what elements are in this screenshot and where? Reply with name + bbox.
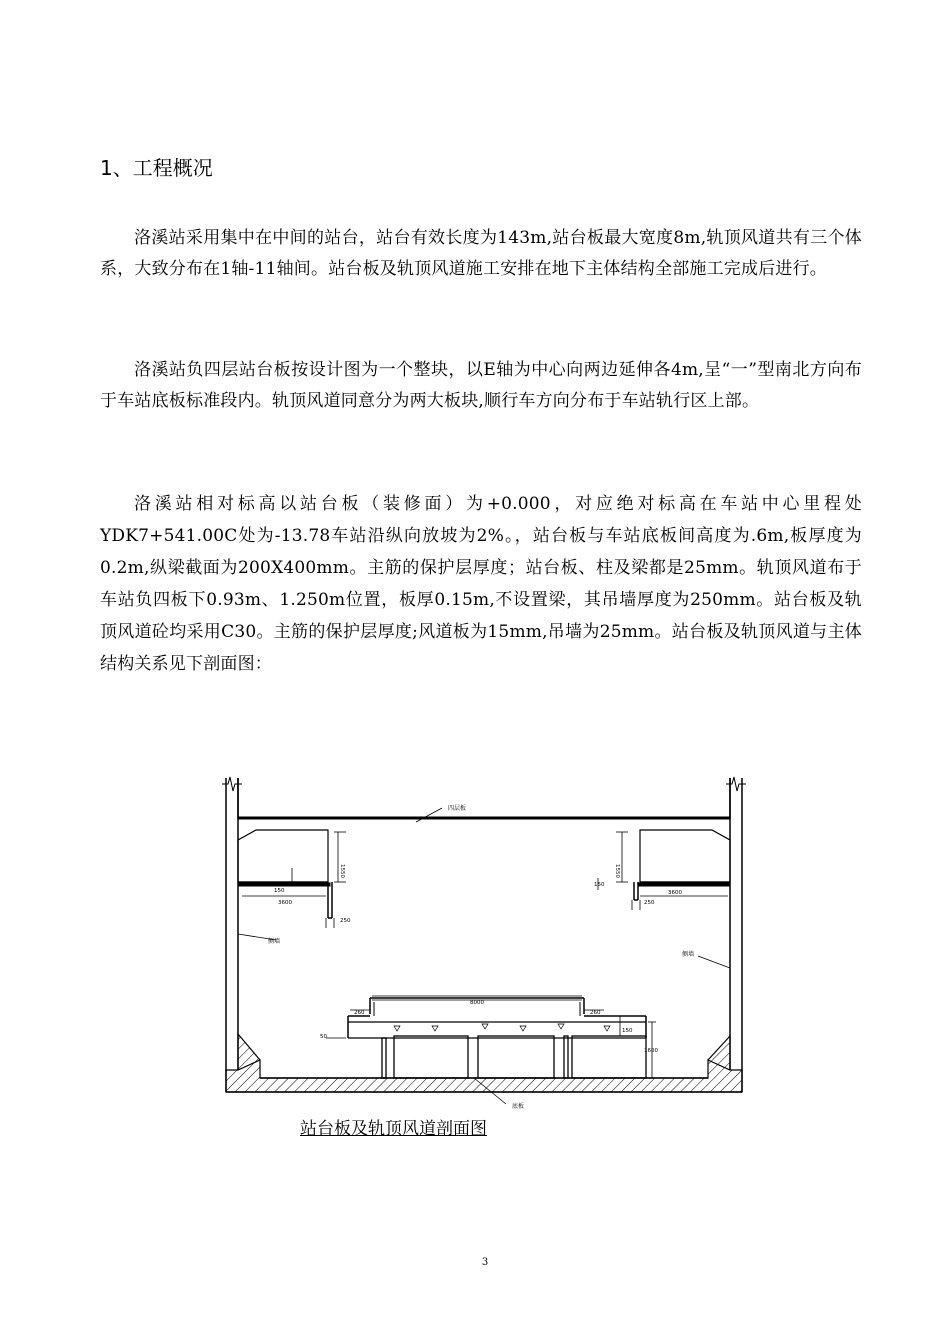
dim-3600-left: 3600 [278, 900, 292, 906]
duct-dimension-lines [242, 832, 728, 928]
concrete-marks [394, 1024, 610, 1031]
dim-250-right: 250 [644, 900, 655, 906]
dim-150-left: 150 [274, 888, 285, 894]
section-drawing [220, 770, 750, 1115]
dim-260-right: 260 [590, 1010, 601, 1016]
dim-3600-right: 3600 [668, 890, 682, 896]
outer-walls [226, 778, 742, 1092]
label-side-wall-right: 侧墙 [682, 951, 695, 958]
dim-1550-left: 1550 [339, 864, 345, 878]
platform-dimension-lines [326, 1000, 656, 1078]
air-duct-right [634, 882, 730, 900]
bottom-slab [226, 1034, 742, 1092]
page-number: 3 [481, 1257, 489, 1268]
break-symbol-right [726, 777, 746, 791]
label-side-wall-left: 侧墙 [268, 938, 281, 945]
haunch-left [238, 830, 328, 882]
dim-1600: 1600 [644, 1048, 658, 1054]
platform-slab [348, 996, 646, 1038]
dim-1550-right: 1550 [614, 864, 620, 878]
dim-150-right: 150 [594, 882, 605, 888]
dim-50: 50 [320, 1034, 327, 1040]
break-symbol-left [222, 777, 242, 791]
haunch-right [640, 830, 730, 882]
label-bottom-slab: 底板 [512, 1103, 525, 1110]
dim-150-platform: 150 [622, 1028, 633, 1034]
leader-lines [238, 808, 730, 1104]
dim-8000: 8000 [470, 1000, 484, 1006]
paragraph-platform-layout: 洛溪站负四层站台板按设计图为一个整块，以E轴为中心向两边延伸各4m,呈“一”型南北方向布于车站底板标准段内。轨顶风道同意分为两大板块,顺行车方向分布于车站轨行区上部。 [100, 360, 862, 411]
dim-250-left: 250 [340, 918, 351, 924]
platform-supports [382, 1036, 646, 1078]
label-top-slab: 四层板 [448, 805, 467, 812]
dim-260-left: 260 [354, 1010, 365, 1016]
top-slab [238, 778, 730, 818]
section-heading: 1、工程概况 [100, 156, 213, 180]
paragraph-elevations: 洛溪站相对标高以站台板（装修面）为+0.000，对应绝对标高在车站中心里程处YDK7+541.00C处为-13.78车站沿纵向放坡为2%。，站台板与车站底板间高度为.6m,板厚度为0.2m,纵梁截面为200X400mm。主筋的保护层厚度；站台板、柱及梁都是25mm。轨顶风道布于车站负四板下0.93m、1.250m位置，板厚0.15m,不设置梁，其吊墙厚度为250mm。站台板及轨顶风道砼均采用C30。主筋的保护层厚度;风道板为15mm,吊墙为25mm。站台板及轨顶风道与主体结构关系见下剖面图： [100, 494, 862, 674]
paragraph-overview: 洛溪站采用集中在中间的站台，站台有效长度为143m,站台板最大宽度8m,轨顶风道共有三个体系，大致分布在1轴-11轴间。站台板及轨顶风道施工安排在地下主体结构全部施工完成后进行。 [100, 228, 862, 279]
figure-caption: 站台板及轨顶风道剖面图 [300, 1119, 487, 1139]
